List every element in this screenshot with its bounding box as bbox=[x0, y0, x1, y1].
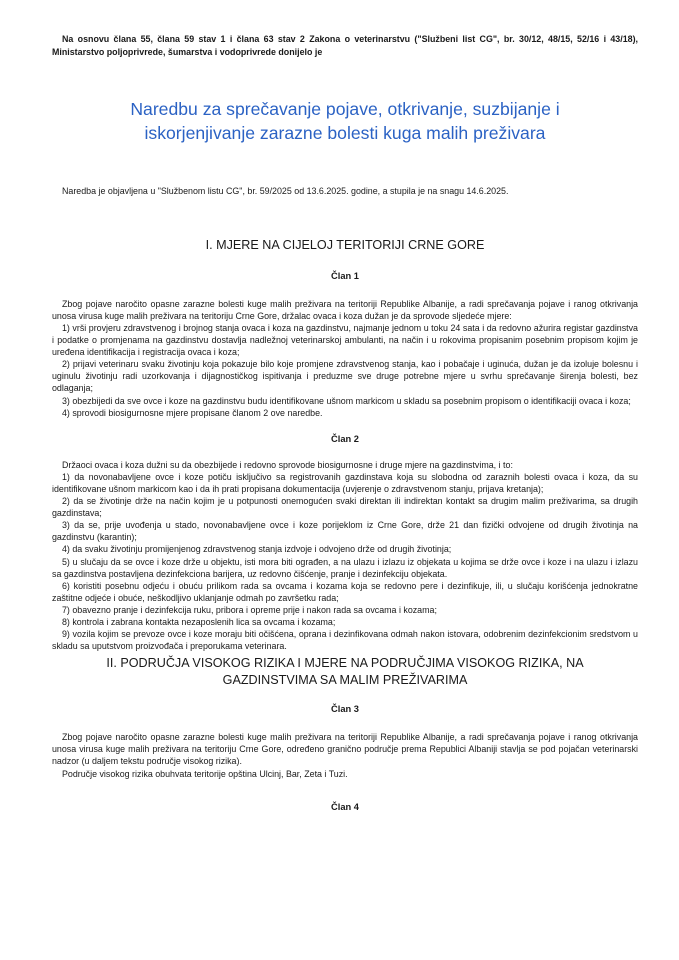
section-2-heading-line-2: GAZDINSTVIMA SA MALIM PREŽIVARIMA bbox=[222, 673, 468, 688]
article-1-item: 4) sprovodi biosigurnosne mjere propisane članom 2 ove naredbe. bbox=[62, 407, 323, 418]
article-2-item: 6) koristiti posebnu odjeću i obuću prilikom rada sa ovcama i kozama koja se redovno pere i dezinfikuje, ili, u slučaju korišćenja jednokratne zaštitne odjeće i obuće, neškodljivo uklanjanje odmah po završetku rada; bbox=[52, 580, 638, 603]
article-2-item: 2) da se životinje drže na način kojim je u potpunosti onemogućen svaki direktan ili indirektan kontakt sa drugim malim preživarima, sa drugih gazdinstava; bbox=[52, 496, 638, 519]
section-1-heading: I. MJERE NA CIJELOJ TERITORIJI CRNE GORE bbox=[205, 237, 485, 252]
article-2-item: 1) da novonabavljene ovce i koze potiču isključivo sa registrovanih gazdinstava koja su slobodna od zaraznih bolesti ovaca i koza, da su identifikovane ušnom markicom kao i da ih prati propisana dokumentacija (uvjerenje o zdravstvenom stanju, prijava kretanja); bbox=[52, 471, 638, 494]
article-2-item: 7) obavezno pranje i dezinfekcija ruku, pribora i opreme prije i nakon rada sa ovcama i kozama; bbox=[62, 604, 437, 615]
section-2-heading-line-1: II. PODRUČJA VISOKOG RIZIKA I MJERE NA PODRUČJIMA VISOKOG RIZIKA, NA bbox=[106, 656, 584, 671]
legal-basis-intro: Na osnovu člana 55, člana 59 stav 1 i člana 63 stav 2 Zakona o veterinarstvu ("Službeni list CG", br. 30/12, 48/15, 52/16 i 43/18), Ministarstvo poljoprivrede, šumarstva i vodoprivrede donijelo je bbox=[52, 34, 638, 58]
section-2-heading bbox=[52, 652, 638, 689]
article-2-item: 4) da svaku životinju promijenjenog zdravstvenog stanja izdvoje i odvojeno drže od drugih životinja; bbox=[62, 544, 452, 555]
article-3-heading: Član 3 bbox=[331, 704, 359, 715]
article-2-intro: Držaoci ovaca i koza dužni su da obezbijede i redovno sprovode biosigurnosne i druge mjere na gazdinstvima, i to: bbox=[62, 459, 513, 470]
article-1-item: 2) prijavi veterinaru svaku životinju koja pokazuje bilo koje promjene zdravstvenog stanja, kao i pobačaje i uginuća, dužan je da izoluje bolesnu i uginulu životinju radi uzorkovanja i dijagnostičkog ispitivanja i preduzme sve druge potrebne mjere u svrhu sprečavanje širenja bolesti, bez odlaganja; bbox=[52, 359, 638, 394]
article-4-heading: Član 4 bbox=[331, 801, 359, 812]
publication-note: Naredba je objavljena u "Službenom listu CG", br. 59/2025 od 13.6.2025. godine, a stupila je na snagu 14.6.2025. bbox=[62, 185, 509, 196]
document-title bbox=[52, 60, 638, 145]
article-3-paragraph: Zbog pojave naročito opasne zarazne bolesti kuge malih preživara na teritoriji Republike Albanije, a radi sprečavanja pojave i ranog otkrivanja unosa virusa kuge malih preživara na teritoriju Crne Gore, određeno granično područje prema Republici Albaniji stavlja se pod pojačan veterinarski nadzor (u daljem tekstu područje visokog rizika). bbox=[52, 732, 638, 767]
article-1-intro: Zbog pojave naročito opasne zarazne bolesti kuge malih preživara na teritoriji Republike Albanije, a radi sprečavanja pojave i ranog otkrivanja unosa virusa kuge malih preživara na teritoriju Crne Gore, držalac ovaca i koza dužan je da sprovode sljedeće mjere: bbox=[52, 298, 638, 321]
article-1-item: 1) vrši provjeru zdravstvenog i brojnog stanja ovaca i koza na gazdinstvu, najmanje jednom u toku 24 sata i da redovno ažurira registar gazdinstva i podatke o promjenama na gazdinstvu dostavlja nadležnoj veterinarskoj ambulanti, na način i u rokovima propisanim posebnim propisom kojim je uređena identifikacija i registracija ovaca i koza; bbox=[52, 323, 638, 358]
article-2-item: 9) vozila kojim se prevoze ovce i koze moraju biti očišćena, oprana i dezinfikovana odmah nakon istovara, odobrenim dezinfekcionim sredstvom u skladu sa uputstvom proizvođača i preporukama veterinara. bbox=[52, 629, 638, 652]
article-1-heading: Član 1 bbox=[331, 270, 359, 281]
document-title-line-1: Naredbu za sprečavanje pojave, otkrivanje, suzbijanje i bbox=[130, 98, 560, 119]
article-1-item: 3) obezbijedi da sve ovce i koze na gazdinstvu budu identifikovane ušnom markicom u skladu sa posebnim propisom o identifikaciji ovaca i koza; bbox=[62, 395, 631, 406]
article-2-heading: Član 2 bbox=[331, 433, 359, 444]
article-3-paragraph: Područje visokog rizika obuhvata teritorije opština Ulcinj, Bar, Zeta i Tuzi. bbox=[62, 768, 348, 779]
article-2-item: 8) kontrola i zabrana kontakta nezaposlenih lica sa ovcama i kozama; bbox=[62, 616, 336, 627]
article-2-item: 5) u slučaju da se ovce i koze drže u objektu, isti mora biti ograđen, a na ulazu i izlazu iz objekata u kojima se drže ovce i koze i na ulazu i izlazu sa gazdinstva postavljena dezinfekciona barijera, uz redovno čišćenje, pranje i dezinfekciju objekata. bbox=[52, 556, 638, 579]
document-title-line-2: iskorjenjivanje zarazne bolesti kuga malih preživara bbox=[144, 122, 546, 143]
article-2-item: 3) da se, prije uvođenja u stado, novonabavljene ovce i koze porijeklom iz Crne Gore, drže 21 dan fizički odvojene od drugih životinja na gazdinstvu (karantin); bbox=[52, 520, 638, 543]
